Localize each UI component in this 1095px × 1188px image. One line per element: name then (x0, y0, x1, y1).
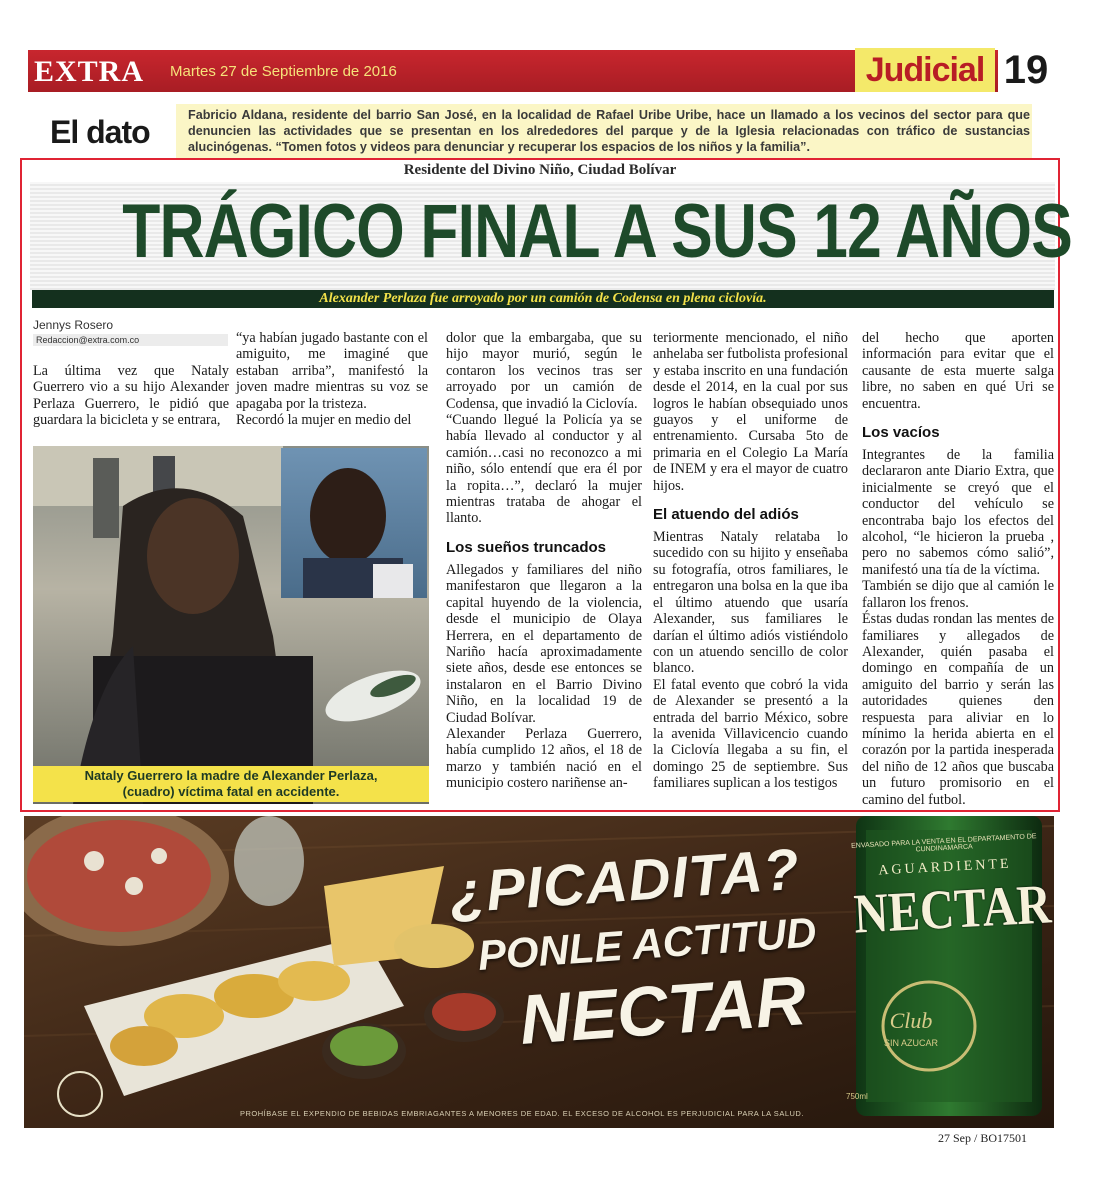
ad-legal-notice: PROHÍBASE EL EXPENDIO DE BEBIDAS EMBRIAGANTES A MENORES DE EDAD. EL EXCESO DE ALCOHOL ES PERJUDICIAL PARA LA SALUD. (240, 1109, 804, 1118)
paragraph: teriormente mencionado, el niño anhelaba ser futbolista profesional y estaba inscrito en una fundación desde el 2014, en la cual por sus logros le habían obsequiado unos guayos y el uniforme de entrenamiento. Cursaba 5to de primaria en el Colegio La María de INEM y era el mayor de cuatro hijos. (653, 330, 849, 494)
bottle-label-aguardiente: AGUARDIENTE (878, 856, 1012, 879)
el-dato-label: El dato (50, 114, 150, 150)
ad-headline-3: NECTAR (517, 961, 809, 1059)
bottle-label-top: ENVASADO PARA LA VENTA EN EL DEPARTAMENTO DE CUNDINAMARCA (850, 833, 1037, 854)
photo-caption: (cuadro) víctima fatal en accidente. (122, 784, 340, 799)
bottle-volume: 750ml (846, 1092, 868, 1101)
paragraph: Éstas dudas rondan las mentes de familiares y allegados de Alexander, quién pasaba el domingo en compañía de un amiguito del barrio y serán las autoridades quienes den respuesta para aliviar en lo mínimo la herida abierta en el corazón por la partida inesperada del niño de 12 años que buscaba un futuro promisorio en el camino del futbol. (862, 611, 1054, 808)
issue-date: Martes 27 de Septiembre de 2016 (170, 63, 397, 80)
paragraph: del hecho que aporten información para evitar que el causante de esta muerte salga libre, no saben en qué Uri se encuentra. (862, 330, 1054, 412)
paragraph: Mientras Nataly relataba lo sucedido con su hijito y enseñaba su fotografía, otros familiares, le entregaron una bolsa en la que iba el último atuendo que usaría Alexander, sus familiares le darían el último adiós vistiéndolo con un atuendo sencillo de color blanco. (653, 529, 848, 677)
article-photo (33, 446, 429, 804)
article-subhead: Alexander Perlaza fue arroyado por un camión de Codensa en plena ciclovía. (32, 290, 1054, 308)
paragraph: “ya habían jugado bastante con el amiguito, me imaginé que estaban arriba”, manifestó la joven madre mientras su voz se apagaba por la tristeza. (236, 330, 428, 412)
author-byline: Jennys Rosero (33, 318, 114, 332)
bottle-sugar-label: SIN AZUCAR (883, 1038, 938, 1048)
paragraph: La última vez que Nataly Guerrero vio a su hijo Alexander Perlaza Guerrero, le pidió que guardara la bicicleta y se entrara, (33, 363, 229, 429)
el-dato-text: Fabricio Aldana, residente del barrio San José, en la localidad de Rafael Uribe Uribe, hace un llamado a los vecinos del sector para que denuncien las actividades que se presentan en los alrededores del parque y de la Iglesia relacionadas con tráfico de sustancias alucinógenas. “Tomen fotos y videos para denunciar y recuperar los espacios de los niños y la familia”. (188, 108, 1030, 154)
bottle-club-emblem: Club (889, 1008, 933, 1033)
subheading-los-vacios: Los vacíos (862, 424, 940, 442)
ad-headline-2: PONLE ACTITUD (476, 908, 818, 979)
mother-and-child-photo (33, 446, 429, 804)
newspaper-logo: EXTRA (34, 55, 145, 88)
bottle-brand: NECTAR (852, 873, 1053, 946)
author-email: Redaccion@extra.com.co (33, 334, 228, 346)
column-1 (33, 363, 229, 429)
paragraph: También se dijo que al camión le fallaron los frenos. (862, 578, 1054, 611)
paragraph: Allegados y familiares del niño manifestaron que llegaron a la capital huyendo de la violencia, desde el municipio de Olaya Herrera, en el departamento de Nariño hacía aproximadamente siete años, desde ese entonces se instalaron en el Barrio Divino Niño, en la localidad 19 de Ciudad Bolívar. (446, 561, 642, 726)
paragraph: dolor que la embargaba, que su hijo mayor murió, según le contaron los vecinos tras ser arroyado por un camión de Codensa, que invadió la Ciclovía. (446, 330, 642, 412)
column-4 (653, 330, 848, 792)
paragraph: Alexander Perlaza Guerrero, había cumplido 12 años, el 18 de marzo y también nació en el municipio costero nariñense an- (446, 725, 642, 792)
paragraph: “Cuando llegué la Policía ya se había llevado al conductor y al camión…casi no reconozco a mi niño, sólo entendí que era él por la ropita…”, declaró la mujer mientras trataba de ahogar el llanto. (446, 412, 642, 527)
subheading-suenos-truncados: Los sueños truncados (446, 538, 607, 556)
paragraph: Recordó la mujer en medio del (236, 412, 412, 429)
footer-reference: 27 Sep / BO17501 (938, 1131, 1028, 1145)
section-title: Judicial (855, 48, 995, 92)
subheading-atuendo-del-adios: El atuendo del adiós (653, 506, 799, 524)
column-5 (862, 330, 1054, 808)
column-3 (446, 330, 642, 792)
paragraph: Integrantes de la familia declararon ante Diario Extra, que inicialmente se creyó que el conductor del vehículo se encontraba bajo los efectos del alcohol, “le hicieron la prueba , pero no sabemos cómo salió”, manifestó una tía de la víctima. (862, 447, 1054, 578)
paragraph: El fatal evento que cobró la vida de Alexander se presentó a la entrada del barrio México, sobre la avenida Villavicencio cuando la Ciclovía llegaba a su fin, el domingo 25 de septiembre. Sus familiares suplican a los testigos (653, 676, 848, 792)
column-2 (236, 330, 428, 428)
photo-caption: Nataly Guerrero la madre de Alexander Perlaza, (84, 768, 378, 783)
article-kicker: Residente del Divino Niño, Ciudad Bolívar (403, 162, 677, 178)
article-headline: TRÁGICO FINAL A SUS 12 AÑOS (122, 189, 1072, 274)
ad-headline-1: ¿PICADITA? (447, 836, 802, 926)
page-number: 19 (998, 46, 1054, 94)
